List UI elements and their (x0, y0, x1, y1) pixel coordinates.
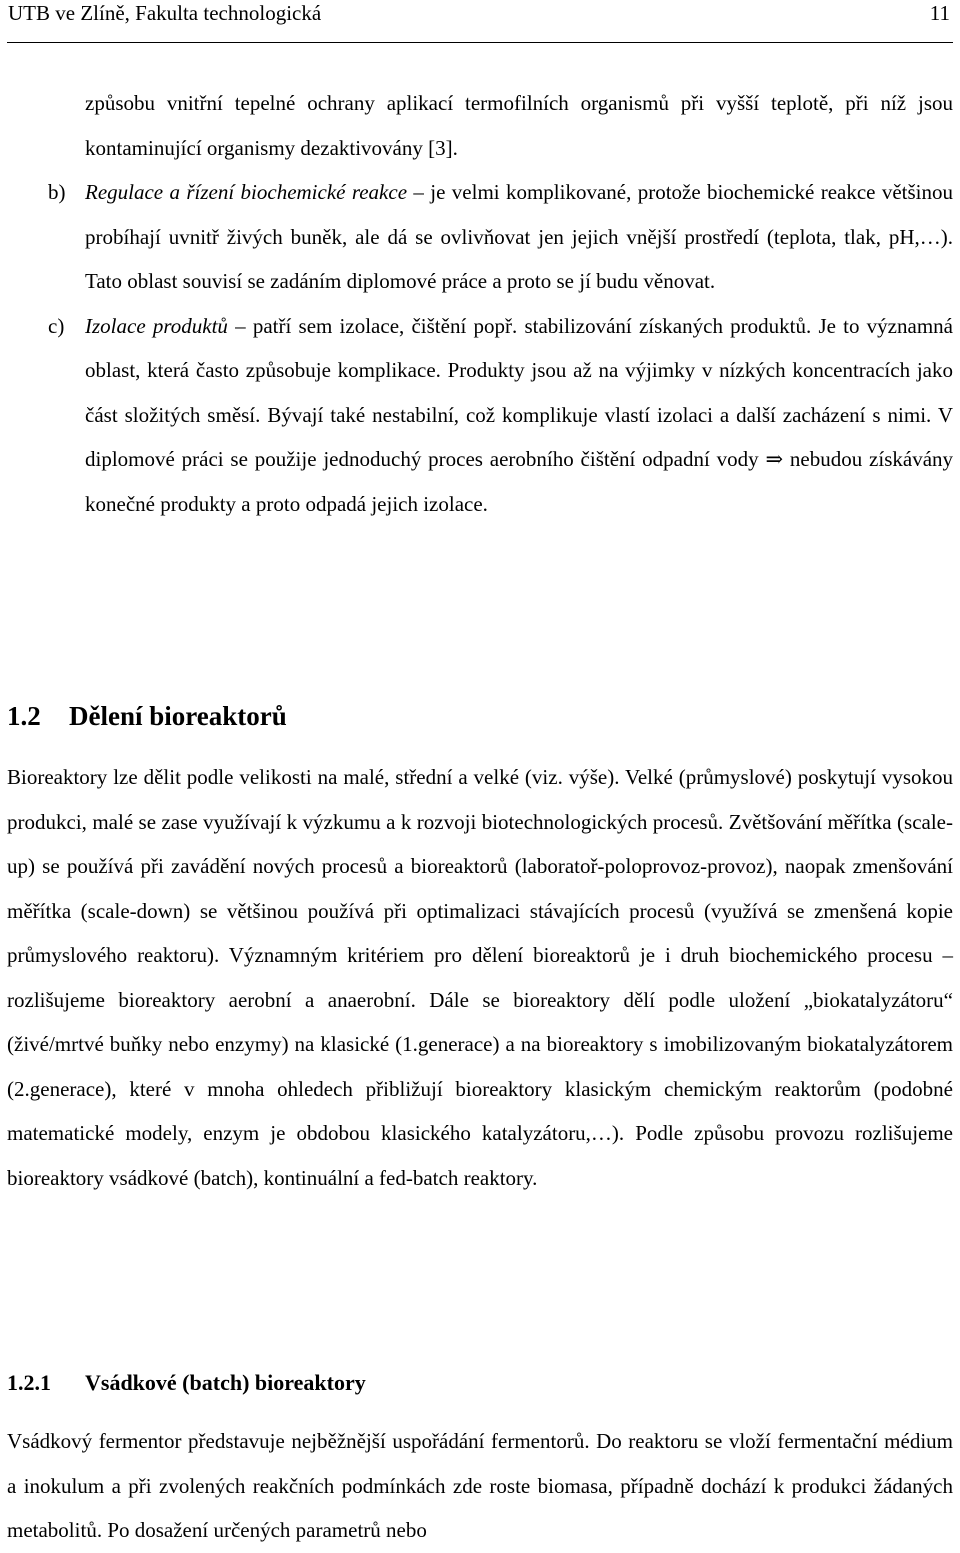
subsection-number: 1.2.1 (7, 1370, 51, 1395)
list-item-body-after: nebudou získávány konečné produkty a proto odpadá jejich izolace. (85, 447, 954, 516)
list-item-title: Regulace a řízení biochemické reakce (85, 180, 408, 204)
list-item-dash: – (407, 180, 431, 204)
header-institution: UTB ve Zlíně, Fakulta technologická (8, 1, 322, 25)
subsection-title: Vsádkové (batch) bioreaktory (85, 1370, 366, 1395)
section-title: Dělení bioreaktorů (69, 701, 287, 731)
section-number: 1.2 (7, 701, 41, 731)
list-item-text (85, 304, 953, 527)
list-marker: c) (48, 313, 65, 338)
subsection-paragraph: Vsádkový fermentor představuje nejběžnější uspořádání fermentorů. Do reaktoru se vloží fermentační médium a inokulum a při zvolených reakčních podmínkách zde roste biomasa, případně dochází k produkci žádaných metabolitů. Po dosažení určených parametrů nebo (7, 1429, 953, 1542)
continuation-text: způsobu vnitřní tepelné ochrany aplikací termofilních organismů při vyšší teplotě, při níž jsou kontaminující organismy dezaktivovány [3]. (85, 91, 953, 160)
list-item-body: je velmi komplikované, protože biochemické reakce většinou probíhají uvnitř živých buněk, ale dá se ovlivňovat jen jejich vnější prostředí (teplota, tlak, pH,…). Tato oblast souvisí se zadáním diplomové práce a proto se jí budu věnovat. (85, 180, 954, 293)
list-marker: b) (48, 180, 66, 204)
page-header (7, 0, 953, 43)
list-item-text (85, 170, 953, 304)
list-item-dash: – (227, 313, 253, 338)
subsection-heading (7, 1364, 366, 1402)
list-continuation (0, 81, 960, 170)
list-item-title: Izolace produktů (85, 313, 228, 338)
section-paragraph: Bioreaktory lze dělit podle velikosti na malé, střední a velké (viz. výše). Velké (průmyslové) poskytují vysokou produkci, malé se zase využívají k výzkumu a k rozvoji biotechnologických procesů. Zvětšování měřítka (scale-up) se používá při zavádění nových procesů a bioreaktorů (laboratoř-poloprovoz-provoz), naopak zmenšování měřítka (scale-down) se většinou používá při optimalizaci stávajících procesů (využívá se zmenšená kopie průmyslového reaktoru). Významným kritériem pro dělení bioreaktorů je i druh biochemického procesu – rozlišujeme bioreaktory aerobní a anaerobní. Dále se bioreaktory dělí podle uložení „biokatalyzátoru“ (živé/mrtvé buňky nebo enzymy) na klasické (1.generace) a na bioreaktory s imobilizovaným biokatalyzátorem (2.generace), které v mnoha ohledech přibližují bioreaktory klasickým chemickým reaktorům (podobné matematické modely, enzym je obdobou klasického katalyzátoru,…). Podle způsobu provozu rozlišujeme bioreaktory vsádkové (batch), kontinuální a fed-batch reaktory. (7, 765, 953, 1190)
section-heading (7, 696, 287, 736)
list-item-c (0, 304, 960, 527)
list (0, 81, 960, 526)
implies-arrow-icon: ⇒ (765, 447, 784, 471)
list-item-body: patří sem izolace, čištění popř. stabilizování získaných produktů. Je to významná oblast, která často způsobuje komplikace. Produkty jsou až na výjimky v nízkých koncentracích jako část složitých směsí. Bývají také nestabilní, což komplikuje vlastí izolaci a další zacházení s nimi. V diplomové práci se použije jednoduchý proces aerobního čištění odpadní vody (85, 313, 953, 471)
list-item-b (0, 170, 960, 304)
page-number: 11 (929, 1, 950, 25)
